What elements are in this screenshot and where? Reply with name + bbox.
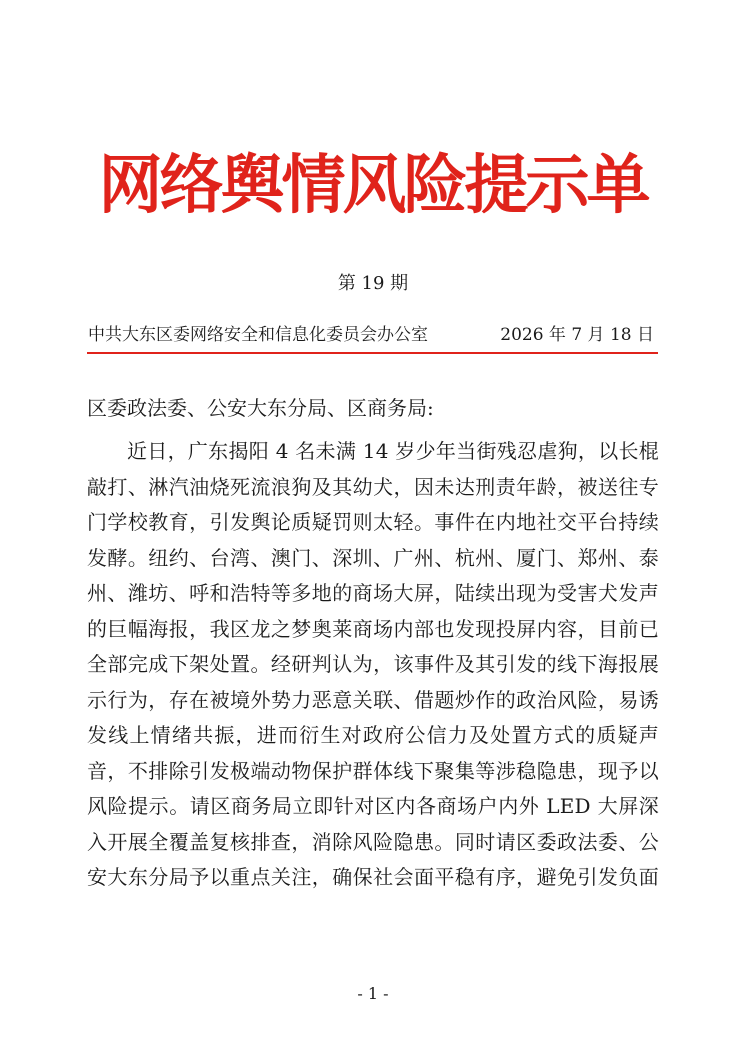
body-line: 门学校教育，引发舆论质疑罚则太轻。事件在内地社交平台持续 [87,510,659,534]
body-paragraph [87,434,659,896]
addressee: 区委政法委、公安大东分局、区商务局: [87,396,434,420]
body-line: 示行为，存在被境外势力恶意关联、借题炒作的政治风险，易诱 [87,687,659,712]
body-line: 安大东分局予以重点关注，确保社会面平稳有序，避免引发负面 [87,865,659,889]
body-line: 风险提示。请区商务局立即针对区内各商场户内外 LED 大屏深 [87,794,659,818]
document-title: 网络舆情风险提示单 [98,149,648,223]
body-line: 发酵。纽约、台湾、澳门、深圳、广州、杭州、厦门、郑州、泰 [87,545,659,570]
body-line: 敲打、淋汽油烧死流浪狗及其幼犬，因未达刑责年龄，被送往专 [87,474,659,499]
body-line: 音，不排除引发极端动物保护群体线下聚集等涉稳隐患，现予以 [87,758,659,783]
red-divider [87,352,658,354]
issue-date: 2026 年 7 月 18 日 [500,325,654,345]
body-line: 州、潍坊、呼和浩特等多地的商场大屏，陆续出现为受害犬发声 [87,581,659,605]
body-line: 全部完成下架处置。经研判认为，该事件及其引发的线下海报展 [87,652,659,676]
body-line: 的巨幅海报，我区龙之梦奥莱商场内部也发现投屏内容，目前已 [87,616,659,641]
page-number: - 1 - [357,984,389,1003]
issuer-name: 中共大东区委网络安全和信息化委员会办公室 [88,325,428,345]
body-line: 发线上情绪共振，进而衍生对政府公信力及处置方式的质疑声 [87,723,659,747]
body-line: 入开展全覆盖复核排查，消除风险隐患。同时请区委政法委、公 [87,829,659,854]
issuer-row [88,321,658,349]
body-line: 近日，广东揭阳 4 名未满 14 岁少年当街残忍虐狗，以长棍 [127,439,659,463]
issue-number: 第 19 期 [337,273,409,294]
